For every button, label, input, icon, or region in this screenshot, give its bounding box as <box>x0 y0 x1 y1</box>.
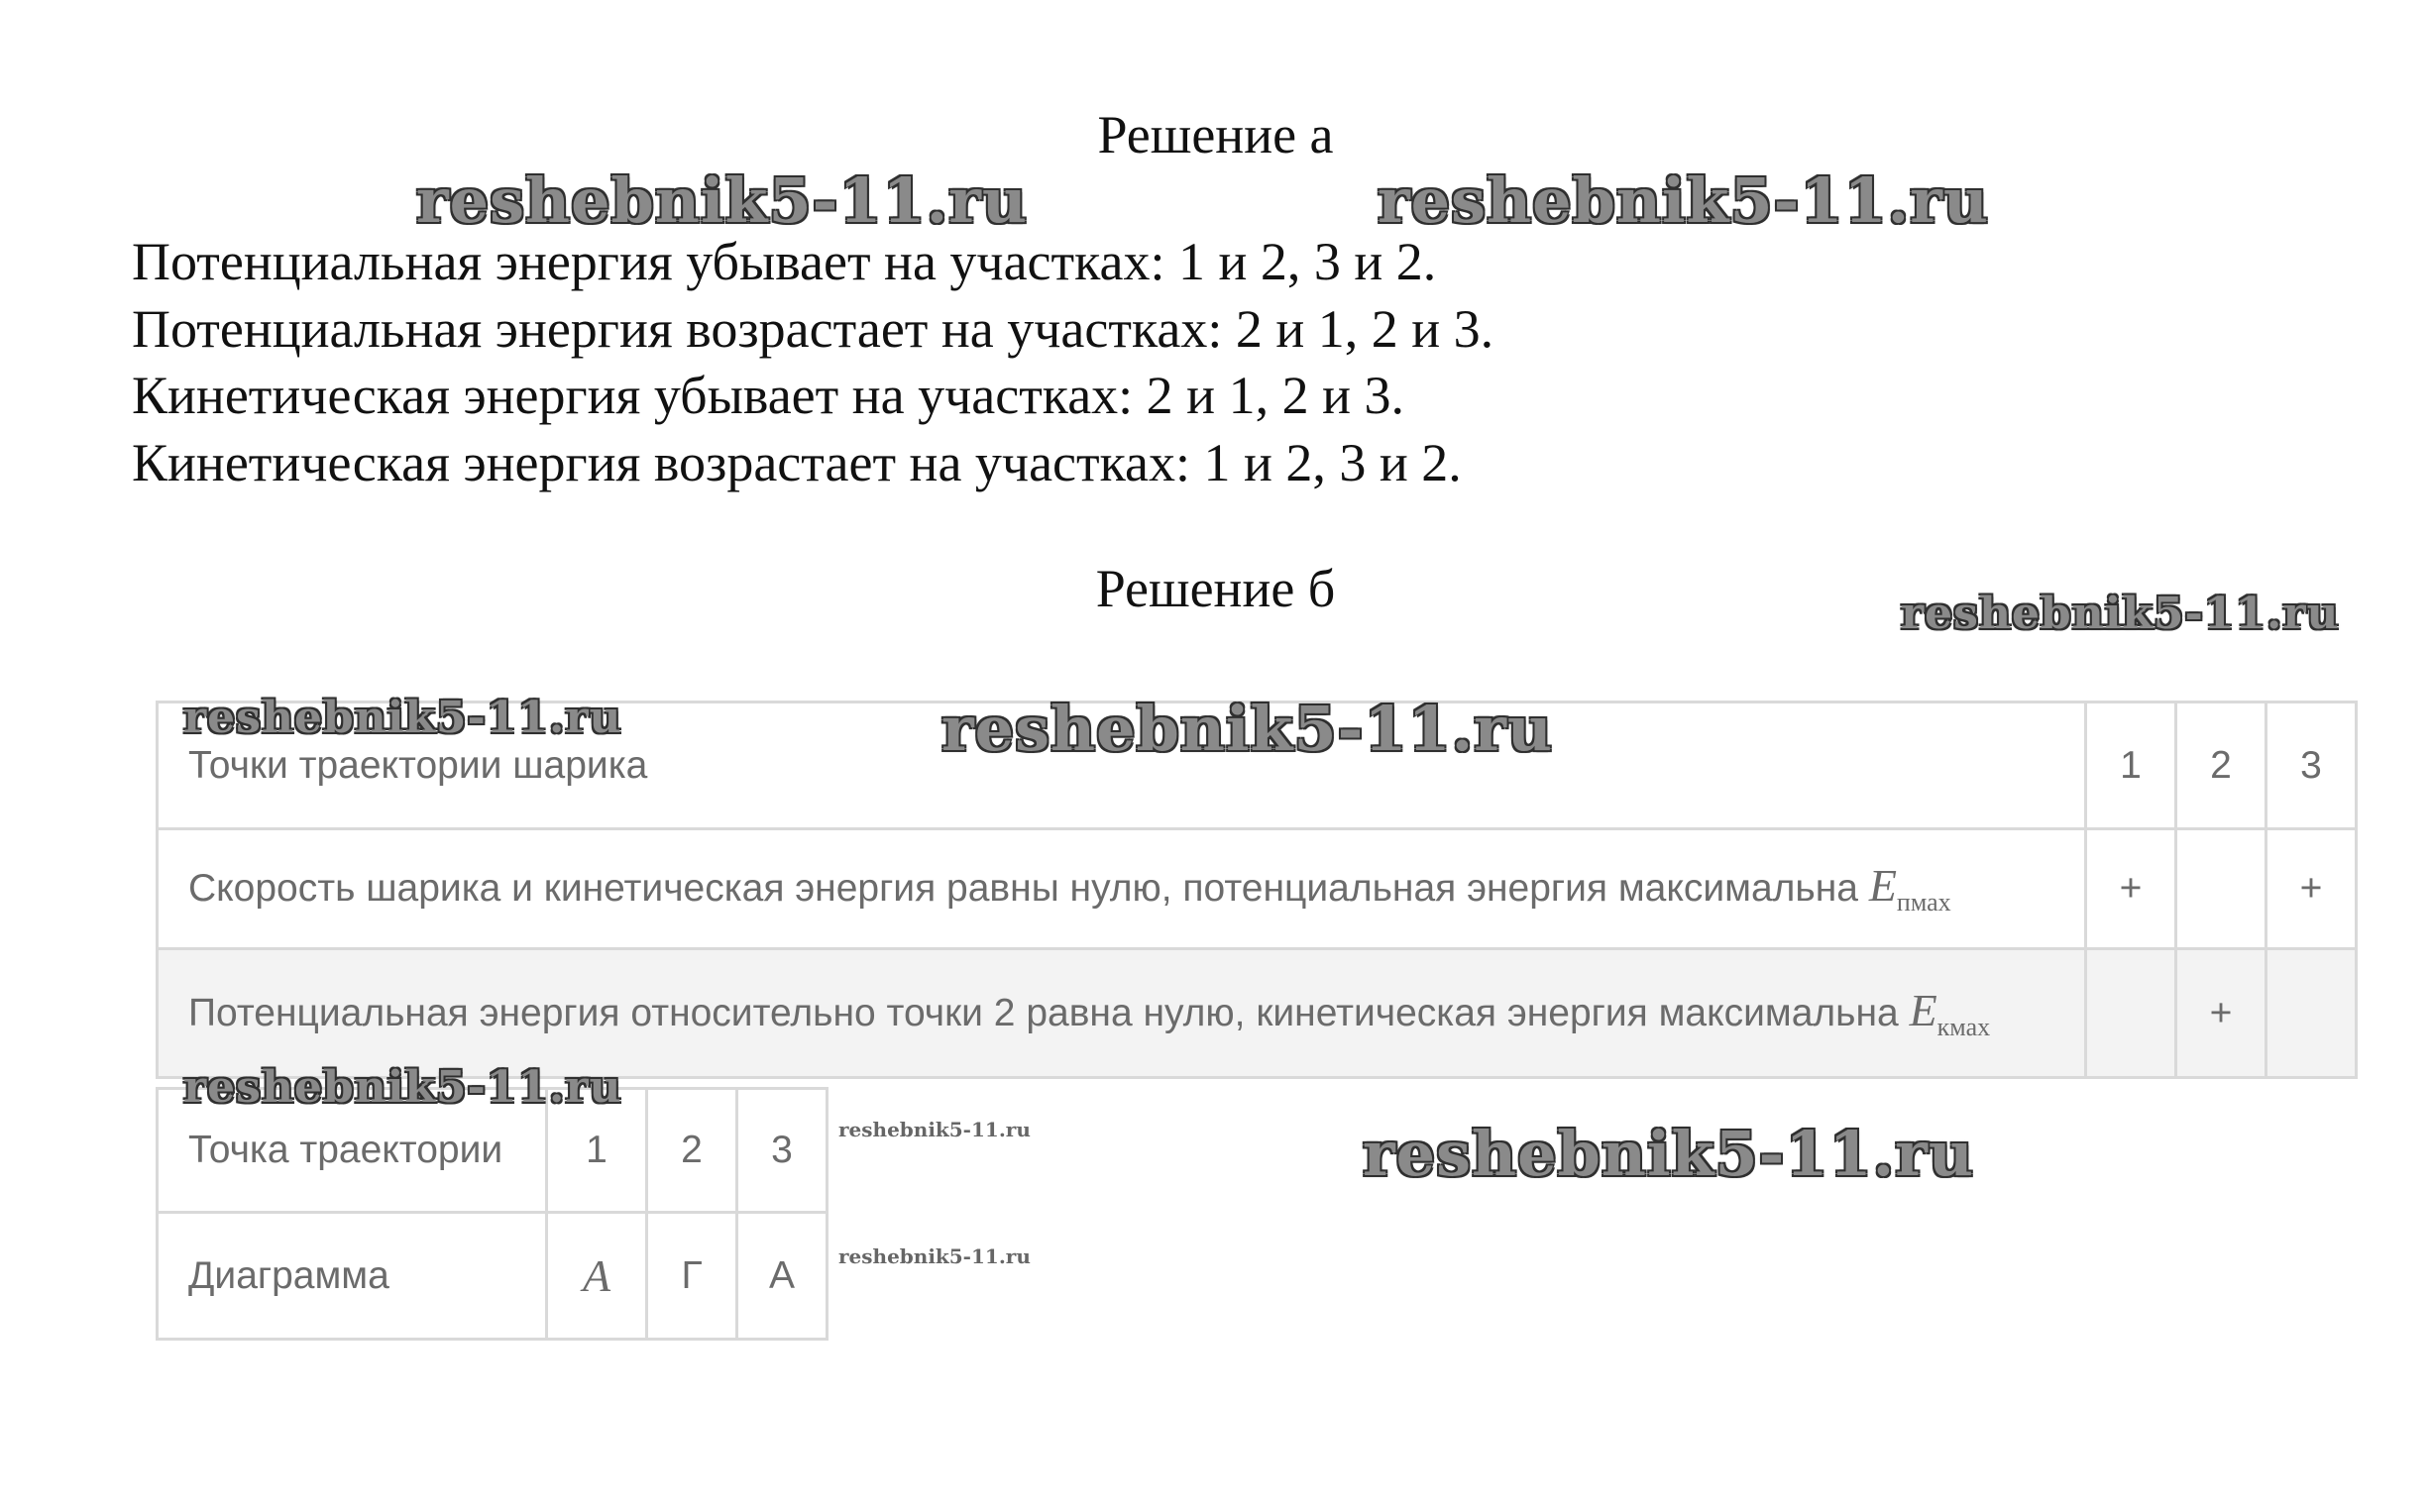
watermark-text: reshebnik5-11.ru <box>1378 164 1989 237</box>
watermark-text: reshebnik5-11.ru <box>838 1244 1031 1268</box>
energy-symbol: $E_{кмах}$ <box>1909 984 1991 1042</box>
header-col: 3 <box>737 1089 828 1213</box>
energy-symbol: $E_{пмах}$ <box>1868 860 1951 918</box>
diagram-table <box>156 1087 829 1341</box>
watermark-text: reshebnik5-11.ru <box>183 1062 622 1113</box>
header-label: Точки траектории шарика <box>158 702 2086 829</box>
row-label-cell <box>158 949 2086 1078</box>
table-cell: А <box>737 1213 828 1340</box>
header-col: 1 <box>2086 702 2176 829</box>
heading-solution-b: Решение б <box>1095 559 1336 618</box>
watermark-text: reshebnik5-11.ru <box>183 693 622 743</box>
header-col: 2 <box>2176 702 2266 829</box>
row-label: Скорость шарика и кинетическая энергия равны нулю, потенциальная энергия максимальна <box>188 867 1858 911</box>
table-cell: A <box>547 1213 647 1340</box>
header-label: Точка траектории <box>158 1089 547 1213</box>
paragraph-line: Потенциальная энергия убывает на участках: 1 и 2, 3 и 2. <box>132 232 1437 291</box>
paragraph-line: Кинетическая энергия возрастает на участках: 1 и 2, 3 и 2. <box>132 433 1462 492</box>
header-col: 2 <box>647 1089 737 1213</box>
table-cell: + <box>2176 949 2266 1078</box>
table-row <box>158 949 2357 1078</box>
watermark-text: reshebnik5-11.ru <box>1363 1118 1974 1190</box>
table-row <box>158 1213 828 1340</box>
paragraph-line: Потенциальная энергия возрастает на участках: 2 и 1, 2 и 3. <box>132 299 1494 359</box>
header-col: 1 <box>547 1089 647 1213</box>
table-cell <box>2086 949 2176 1078</box>
watermark-text: reshebnik5-11.ru <box>941 693 1553 765</box>
table-cell: Г <box>647 1213 737 1340</box>
heading-solution-a: Решение а <box>1097 105 1334 164</box>
table-cell: + <box>2266 829 2357 949</box>
row-label: Диаграмма <box>158 1213 547 1340</box>
header-col: 3 <box>2266 702 2357 829</box>
row-label: Потенциальная энергия относительно точки 2 равна нулю, кинетическая энергия максимальна <box>188 991 1899 1034</box>
paragraph-line: Кинетическая энергия убывает на участках: 2 и 1, 2 и 3. <box>132 366 1404 425</box>
table-cell: + <box>2086 829 2176 949</box>
row-label-cell <box>158 829 2086 949</box>
watermark-text: reshebnik5-11.ru <box>838 1118 1031 1141</box>
watermark-text: reshebnik5-11.ru <box>416 164 1028 237</box>
table-cell <box>2266 949 2357 1078</box>
table-row <box>158 829 2357 949</box>
table-cell <box>2176 829 2266 949</box>
watermark-text: reshebnik5-11.ru <box>1901 589 2340 639</box>
